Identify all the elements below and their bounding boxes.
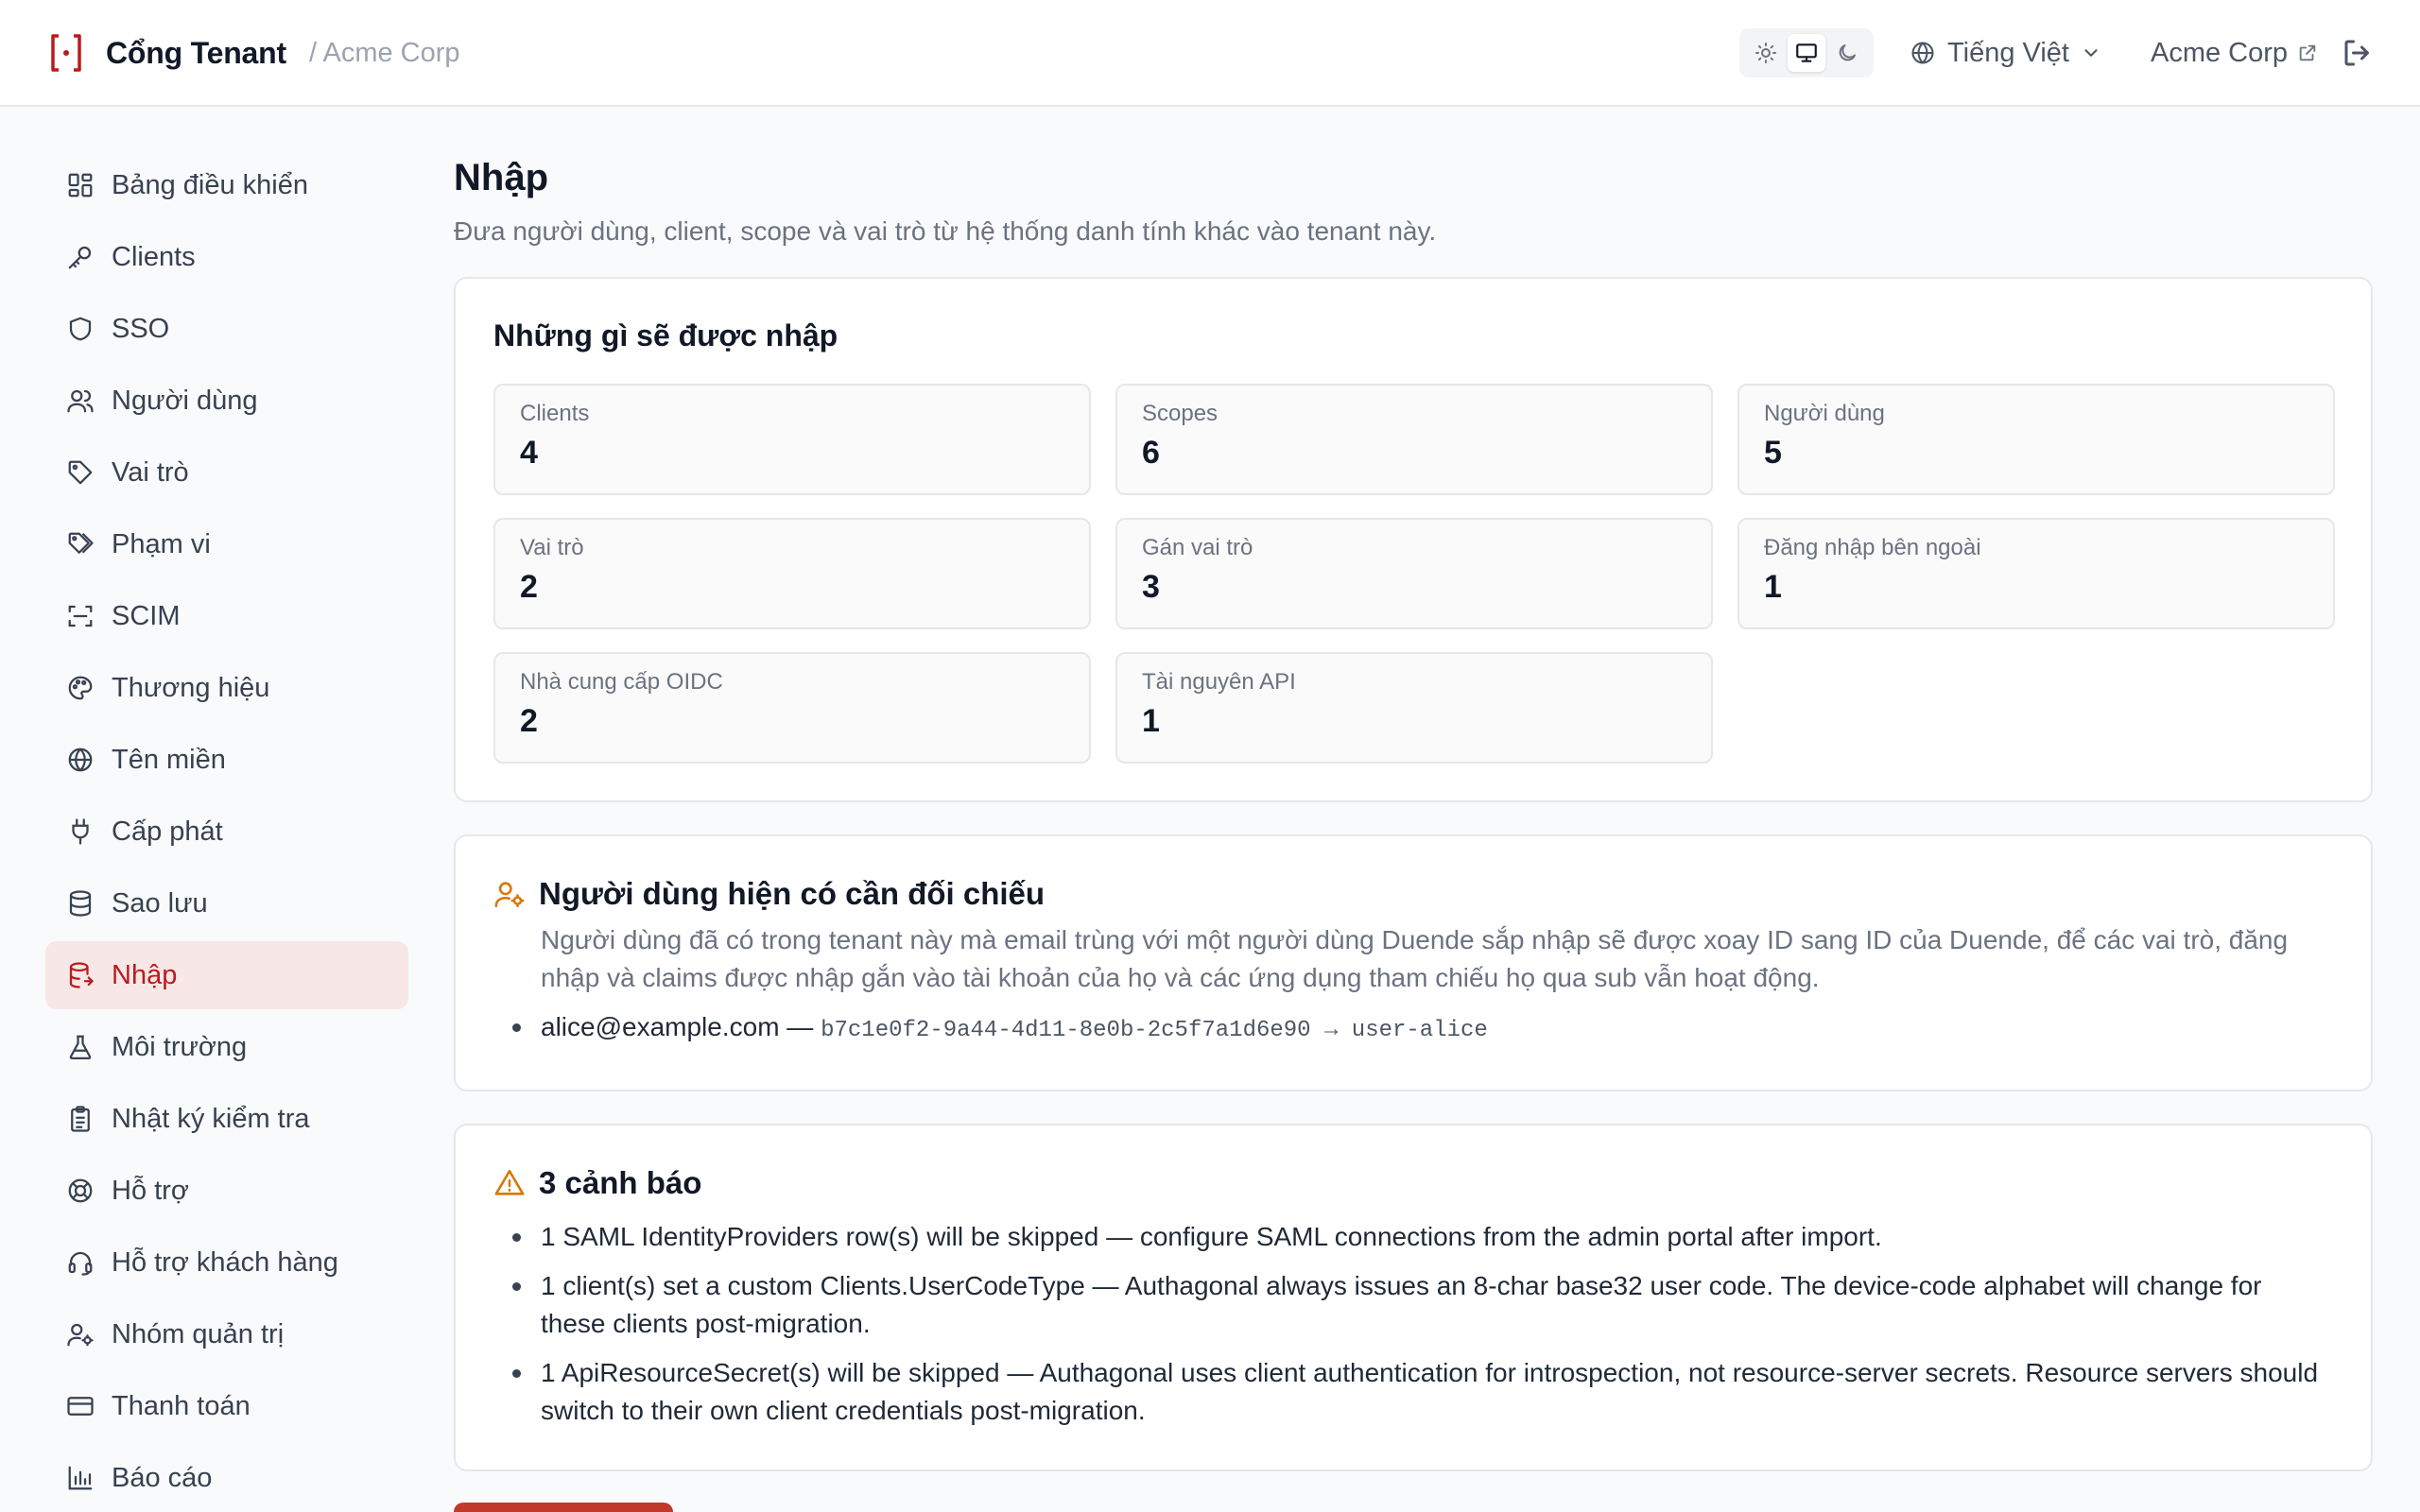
reconcile-separator: — bbox=[779, 1012, 821, 1041]
sidebar-item-clients[interactable] bbox=[45, 223, 408, 291]
sidebar-item-label: Nhật ký kiểm tra bbox=[112, 1103, 310, 1134]
sidebar-item-label: Clients bbox=[112, 241, 196, 272]
external-link-icon bbox=[2297, 43, 2318, 63]
app-title: Cổng Tenant bbox=[106, 35, 286, 70]
stat-value: 4 bbox=[520, 435, 538, 471]
brand[interactable] bbox=[49, 26, 460, 79]
sidebar-item-dashboard[interactable] bbox=[45, 151, 408, 219]
sidebar-item-label: Hỗ trợ bbox=[112, 1175, 189, 1206]
list-item: 1 client(s) set a custom Clients.UserCodeType — Authagonal always issues an 8-char base32 user code. The device-code alphabet will change for these clients post-migration. bbox=[541, 1267, 2333, 1343]
bar-chart-icon bbox=[66, 1464, 95, 1492]
database-icon bbox=[66, 889, 95, 918]
users-icon bbox=[66, 387, 95, 415]
palette-icon bbox=[66, 674, 95, 702]
theme-dark-button[interactable] bbox=[1828, 34, 1866, 72]
warnings-list bbox=[541, 1218, 2333, 1430]
sidebar-item-roles[interactable] bbox=[45, 438, 408, 507]
moon-icon bbox=[1836, 42, 1858, 64]
database-import-icon bbox=[66, 961, 95, 989]
logout-icon[interactable] bbox=[2341, 36, 2375, 70]
list-item bbox=[541, 1008, 2333, 1050]
stat-value: 1 bbox=[1764, 569, 1782, 605]
sidebar-item-label: Sao lưu bbox=[112, 887, 208, 919]
stat-value: 2 bbox=[520, 569, 538, 605]
main-content bbox=[454, 151, 2373, 1471]
import-button[interactable] bbox=[454, 1503, 673, 1512]
import-summary-card bbox=[454, 277, 2373, 802]
org-external-link[interactable] bbox=[2151, 28, 2318, 77]
sidebar-item-import[interactable] bbox=[45, 941, 408, 1009]
credit-card-icon bbox=[66, 1392, 95, 1420]
chevron-down-icon bbox=[2081, 43, 2101, 63]
sidebar-item-label: Vai trò bbox=[112, 456, 189, 488]
clipboard-icon bbox=[66, 1105, 95, 1133]
summary-title: Những gì sẽ được nhập bbox=[493, 318, 838, 352]
tag-icon bbox=[66, 458, 95, 487]
sidebar-item-backup[interactable] bbox=[45, 869, 408, 937]
theme-switch bbox=[1739, 28, 1874, 77]
language-select[interactable] bbox=[1910, 28, 2101, 77]
sidebar-item-label: Báo cáo bbox=[112, 1462, 213, 1493]
stat-label: Đăng nhập bên ngoài bbox=[1764, 535, 1981, 560]
sidebar-item-environment[interactable] bbox=[45, 1013, 408, 1081]
sidebar-item-label: Tên miền bbox=[112, 744, 226, 775]
list-item: 1 ApiResourceSecret(s) will be skipped — Authagonal uses client authentication for introspection, not resource-server secrets. Resource servers should switch to their own client credentials post-migration. bbox=[541, 1354, 2333, 1430]
reconcile-card bbox=[454, 834, 2373, 1091]
plug-icon bbox=[66, 817, 95, 846]
sidebar-item-sso[interactable] bbox=[45, 295, 408, 363]
sidebar-item-label: Nhóm quản trị bbox=[112, 1318, 285, 1349]
org-link-label: Acme Corp bbox=[2151, 37, 2289, 68]
dashboard-icon bbox=[66, 171, 95, 199]
shield-icon bbox=[66, 315, 95, 343]
sidebar-nav bbox=[45, 151, 408, 1512]
list-item: 1 SAML IdentityProviders row(s) will be skipped — configure SAML connections from the admin portal after import. bbox=[541, 1218, 2333, 1256]
sidebar-item-provisioning[interactable] bbox=[45, 798, 408, 866]
page-title: Nhập bbox=[454, 157, 548, 198]
stat-label: Người dùng bbox=[1764, 401, 1885, 426]
stats-grid bbox=[493, 384, 2333, 764]
sidebar-item-label: Môi trường bbox=[112, 1031, 248, 1062]
stat-users bbox=[1737, 384, 2335, 495]
sidebar-item-label: SCIM bbox=[112, 600, 181, 631]
sun-icon bbox=[1754, 42, 1777, 64]
stat-role-assignments bbox=[1115, 518, 1713, 629]
bracket-logo-icon bbox=[49, 32, 83, 74]
reconcile-title: Người dùng hiện có cần đối chiếu bbox=[539, 876, 1046, 911]
stat-label: Clients bbox=[520, 401, 590, 426]
sidebar-item-label: Cấp phát bbox=[112, 816, 223, 847]
sidebar-item-admin-group[interactable] bbox=[45, 1300, 408, 1368]
globe-icon bbox=[66, 746, 95, 774]
stat-label: Tài nguyên API bbox=[1142, 669, 1296, 695]
warnings-title: 3 cảnh báo bbox=[539, 1165, 702, 1200]
stat-clients bbox=[493, 384, 1091, 495]
sidebar-item-billing[interactable] bbox=[45, 1372, 408, 1440]
sidebar-item-scim[interactable] bbox=[45, 582, 408, 650]
breadcrumb: / Acme Corp bbox=[308, 37, 460, 68]
stat-oidc-providers bbox=[493, 652, 1091, 764]
sidebar-item-reports[interactable] bbox=[45, 1444, 408, 1512]
sidebar-item-scopes[interactable] bbox=[45, 510, 408, 578]
stat-value: 2 bbox=[520, 703, 538, 739]
sidebar-item-audit-log[interactable] bbox=[45, 1085, 408, 1153]
stat-scopes bbox=[1115, 384, 1713, 495]
stat-label: Scopes bbox=[1142, 401, 1219, 426]
sidebar-item-label: Nhập bbox=[112, 959, 178, 990]
theme-system-button[interactable] bbox=[1788, 34, 1825, 72]
warning-icon bbox=[493, 1167, 526, 1199]
reconcile-list bbox=[541, 1008, 2333, 1050]
scan-icon bbox=[66, 602, 95, 630]
sidebar-item-customer-support[interactable] bbox=[45, 1228, 408, 1297]
key-icon bbox=[66, 243, 95, 271]
stat-value: 5 bbox=[1764, 435, 1782, 471]
sidebar-item-branding[interactable] bbox=[45, 654, 408, 722]
sidebar-item-label: Hỗ trợ khách hàng bbox=[112, 1246, 338, 1278]
language-label: Tiếng Việt bbox=[1947, 37, 2069, 68]
theme-light-button[interactable] bbox=[1747, 34, 1785, 72]
sidebar-item-users[interactable] bbox=[45, 367, 408, 435]
user-cog-icon bbox=[66, 1320, 95, 1349]
sidebar-item-label: Bảng điều khiển bbox=[112, 169, 308, 200]
sidebar-item-label: SSO bbox=[112, 313, 170, 344]
stat-label: Nhà cung cấp OIDC bbox=[520, 669, 723, 695]
id-mapping: b7c1e0f2-9a44-4d11-8e0b-2c5f7a1d6e90 → user-alice bbox=[821, 1018, 1488, 1043]
sidebar-item-label: Người dùng bbox=[112, 385, 258, 416]
sidebar-item-label: Thương hiệu bbox=[112, 672, 270, 703]
headset-icon bbox=[66, 1248, 95, 1277]
stat-value: 1 bbox=[1142, 703, 1160, 739]
globe-icon bbox=[1910, 40, 1936, 66]
warnings-card bbox=[454, 1124, 2373, 1471]
stat-value: 6 bbox=[1142, 435, 1160, 471]
stat-value: 3 bbox=[1142, 569, 1160, 605]
reconcile-email: alice@example.com bbox=[541, 1012, 780, 1041]
tags-icon bbox=[66, 530, 95, 558]
reconcile-description: Người dùng đã có trong tenant này mà email trùng với một người dùng Duende sắp nhập sẽ được xoay ID sang ID của Duende, để các vai trò, đăng nhập và claims được nhập gắn vào tài khoản của họ và các ứng dụng tham chiếu họ qua sub vẫn hoạt động. bbox=[541, 925, 2289, 992]
stat-label: Gán vai trò bbox=[1142, 535, 1253, 560]
sidebar-item-label: Phạm vi bbox=[112, 528, 211, 559]
stat-api-resources bbox=[1115, 652, 1713, 764]
monitor-icon bbox=[1794, 41, 1819, 65]
sidebar-item-domains[interactable] bbox=[45, 726, 408, 794]
lifebuoy-icon bbox=[66, 1177, 95, 1205]
page-subtitle: Đưa người dùng, client, scope và vai trò từ hệ thống danh tính khác vào tenant này. bbox=[454, 216, 1437, 246]
top-header bbox=[0, 0, 2420, 107]
stat-label: Vai trò bbox=[520, 535, 584, 560]
flask-icon bbox=[66, 1033, 95, 1061]
user-cog-icon bbox=[493, 878, 526, 910]
stat-external-logins bbox=[1737, 518, 2335, 629]
stat-roles bbox=[493, 518, 1091, 629]
sidebar-item-label: Thanh toán bbox=[112, 1390, 251, 1421]
sidebar-item-support[interactable] bbox=[45, 1157, 408, 1225]
